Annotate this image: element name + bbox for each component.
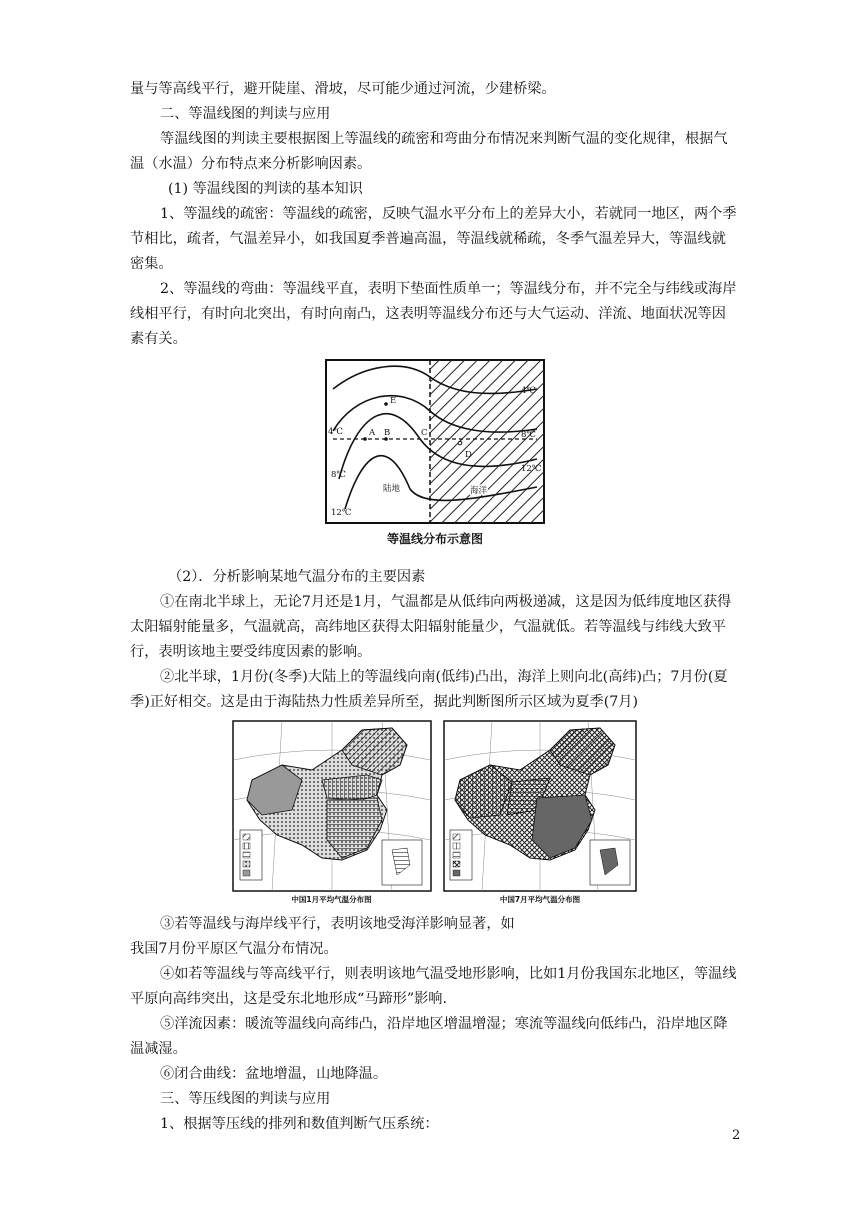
- point-d: [458, 441, 462, 445]
- subheading-basic-knowledge: (1) 等温线图的判读的基本知识: [168, 181, 363, 197]
- point-e: [384, 402, 388, 406]
- label-12c-left: 12℃: [331, 508, 352, 518]
- label-ocean: 海洋: [470, 486, 488, 496]
- paragraph-closed-curve: ⑥闭合曲线：盆地增温，山地降温。: [160, 1066, 388, 1082]
- label-d: D: [465, 450, 472, 460]
- subheading-factors: （2）．分析影响某地气温分布的主要因素: [168, 569, 426, 585]
- label-land: 陆地: [383, 484, 401, 494]
- china-maps-svg: [232, 720, 638, 910]
- label-c: C: [421, 428, 428, 438]
- paragraph-curvature: 2、等温线的弯曲：等温线平直，表明下垫面性质单一；等温线分布，并不完全与纬线或海岸线相平行，有时向北突出，有时向南凸，这表明等温线分布还与大气运动、洋流、地面状况等因素有关。: [130, 281, 737, 347]
- paragraph-route-planning: 量与等高线平行，避开陡崖、滑坡，尽可能少通过河流，少建桥梁。: [130, 81, 556, 97]
- paragraph-pressure-systems: 1、根据等压线的排列和数值判断气压系统：: [160, 1116, 439, 1132]
- paragraph-latitude-factor: ①在南北半球上，无论7月还是1月，气温都是从低纬向两极递减，这是因为低纬度地区获得太阳辐射能量多，气温就高，高纬地区获得太阳辐射能量少，气温就低。若等温线与纬线大致平行，表明该地主要受纬度因素的影响。: [130, 594, 732, 660]
- paragraph-terrain-factor: ④如若等温线与等高线平行，则表明该地气温受地形影响，比如1月份我国东北地区，等温线平原向高纬突出，这是受东北地形成“马蹄形”影响.: [130, 966, 737, 1007]
- paragraph-isotherm-intro: 等温线图的判读主要根据图上等温线的疏密和弯曲分布情况来判断气温的变化规律，根据气温（水温）分布特点来分析影响因素。: [130, 131, 728, 172]
- china-temperature-maps-figure: [232, 720, 638, 910]
- paragraph-density: 1、等温线的疏密：等温线的疏密，反映气温水平分布上的差异大小，若就同一地区，两个季节相比，疏者，气温差异小，如我国夏季普遍高温，等温线就稀疏，冬季气温差异大，等温线就密集。: [130, 206, 737, 272]
- label-8c-left: 8℃: [331, 470, 346, 480]
- label-4c-left: 4℃: [328, 427, 343, 437]
- july-map-caption: 中国7月平均气温分布图: [499, 895, 581, 904]
- january-map: [233, 721, 431, 891]
- july-map: [444, 721, 636, 891]
- january-map-caption: 中国1月平均气温分布图: [291, 895, 372, 904]
- paragraph-coastline-factor-cont: 我国7月份平原区气温分布情况。: [130, 941, 338, 957]
- section-heading-isotherm: 二、等温线图的判读与应用: [160, 106, 331, 122]
- label-4c-right: 4℃: [521, 386, 536, 396]
- label-a: A: [369, 428, 376, 438]
- ocean-hatch-area: [430, 360, 544, 523]
- isotherm-schematic-figure: [325, 359, 545, 549]
- paragraph-ocean-current-factor: ⑤洋流因素：暖流等温线向高纬凸，沿岸地区增温增湿；寒流等温线向低纬凸，沿岸地区降温减湿。: [130, 1016, 728, 1057]
- paragraph-coastline-factor: ③若等温线与海岸线平行，表明该地受海洋影响显著，如: [160, 916, 515, 932]
- isotherm-schematic-svg: [325, 359, 545, 549]
- paragraph-land-sea-factor: ②北半球，1月份(冬季)大陆上的等温线向南(低纬)凸出，海洋上则向北(高纬)凸；7月份(夏季)正好相交。这是由于海陆热力性质差异所至，据此判断图所示区域为夏季(7月): [130, 669, 728, 710]
- section-heading-isobar: 三、等压线图的判读与应用: [160, 1091, 331, 1107]
- page-number: 2: [732, 1128, 741, 1143]
- label-e: E: [390, 396, 397, 406]
- label-b: B: [384, 428, 391, 438]
- label-12c-right: 12℃: [521, 464, 542, 474]
- label-8c-right: 8℃: [521, 430, 536, 440]
- point-a: [363, 437, 367, 441]
- figure1-caption: 等温线分布示意图: [386, 532, 483, 546]
